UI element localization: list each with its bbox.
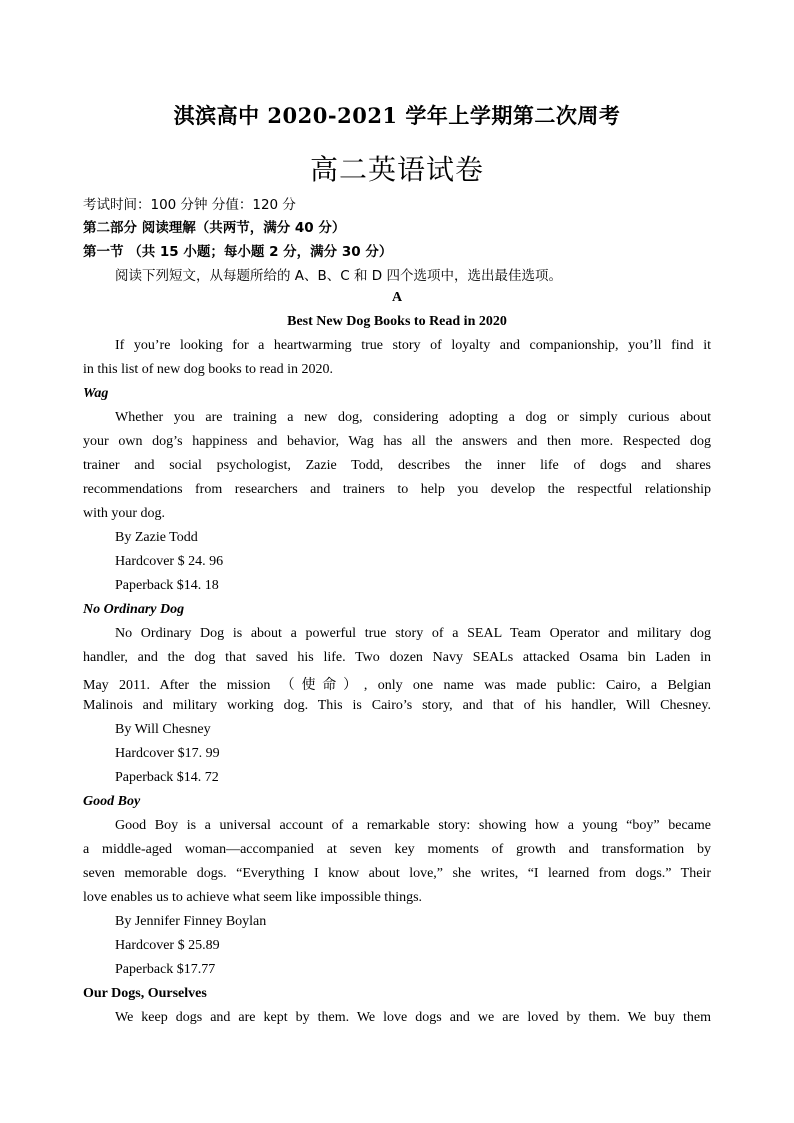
book-desc-line: No Ordinary Dog is about a powerful true story of a SEAL Team Operator and military dog — [115, 626, 711, 641]
instruction-text: 阅读下列短文，从每题所给的 A、B、C 和 D 四个选项中，选出最佳选项。 — [115, 268, 562, 284]
intro-line: If you’re looking for a heartwarming true story of loyalty and companionship, you’ll find it — [115, 338, 711, 353]
exam-subtitle: 高二英语试卷 — [309, 153, 484, 186]
book-title-good-boy: Good Boy — [83, 794, 141, 809]
book-paperback-price: Paperback $14. 18 — [115, 578, 219, 593]
book-desc-line: We keep dogs and are kept by them. We love dogs and we are loved by them. We buy them — [115, 1010, 711, 1025]
book-desc-line: May 2011. After the mission （使命）, only one name was made public: Cairo, a Belgian — [83, 678, 711, 693]
book-desc-line: Good Boy is a universal account of a remarkable story: showing how a young “boy” became — [115, 818, 711, 833]
book-paperback-price: Paperback $17.77 — [115, 962, 216, 977]
passage-label: A — [391, 290, 403, 305]
book-author: By Jennifer Finney Boylan — [115, 914, 267, 929]
part-heading: 第二部分 阅读理解（共两节，满分 40 分） — [83, 220, 346, 236]
exam-info: 考试时间：100 分钟 分值：120 分 — [83, 197, 296, 213]
book-desc-line: love enables us to achieve what seem like impossible things. — [83, 890, 423, 905]
book-author: By Will Chesney — [115, 722, 211, 737]
book-hardcover-price: Hardcover $ 25.89 — [115, 938, 220, 953]
passage-title: Best New Dog Books to Read in 2020 — [287, 314, 507, 329]
book-title-no-ordinary-dog: No Ordinary Dog — [83, 602, 185, 617]
intro-line: in this list of new dog books to read in 2020. — [83, 362, 334, 377]
book-desc-line: handler, and the dog that saved his life. Two dozen Navy SEALs attacked Osama bin Laden in — [83, 650, 711, 665]
book-desc-line: trainer and social psychologist, Zazie Todd, describes the inner life of dogs and shares — [83, 458, 711, 473]
book-paperback-price: Paperback $14. 72 — [115, 770, 219, 785]
book-desc-line: recommendations from researchers and trainers to help you develop the respectful relationship — [83, 482, 711, 497]
book-desc-line: Malinois and military working dog. This is Cairo’s story, and that of his handler, Will Chesney. — [83, 698, 711, 713]
book-author: By Zazie Todd — [115, 530, 198, 545]
book-desc-line: with your dog. — [83, 506, 166, 521]
book-desc-line: a middle-aged woman—accompanied at seven key moments of growth and transformation by — [83, 842, 711, 857]
book-title-our-dogs-ourselves: Our Dogs, Ourselves — [83, 986, 207, 1001]
book-hardcover-price: Hardcover $ 24. 96 — [115, 554, 224, 569]
book-desc-line: your own dog’s happiness and behavior, Wag has all the answers and then more. Respected dog — [83, 434, 711, 449]
book-desc-line: Whether you are training a new dog, considering adopting a dog or simply curious about — [115, 410, 711, 425]
section-heading: 第一节 （共 15 小题；每小题 2 分，满分 30 分） — [83, 244, 393, 260]
book-hardcover-price: Hardcover $17. 99 — [115, 746, 220, 761]
book-desc-line: seven memorable dogs. “Everything I know about love,” she writes, “I learned from dogs.” Their — [83, 866, 711, 881]
exam-title: 淇滨高中 2020-2021 学年上学期第二次周考 — [173, 103, 621, 128]
book-title-wag: Wag — [83, 386, 109, 401]
